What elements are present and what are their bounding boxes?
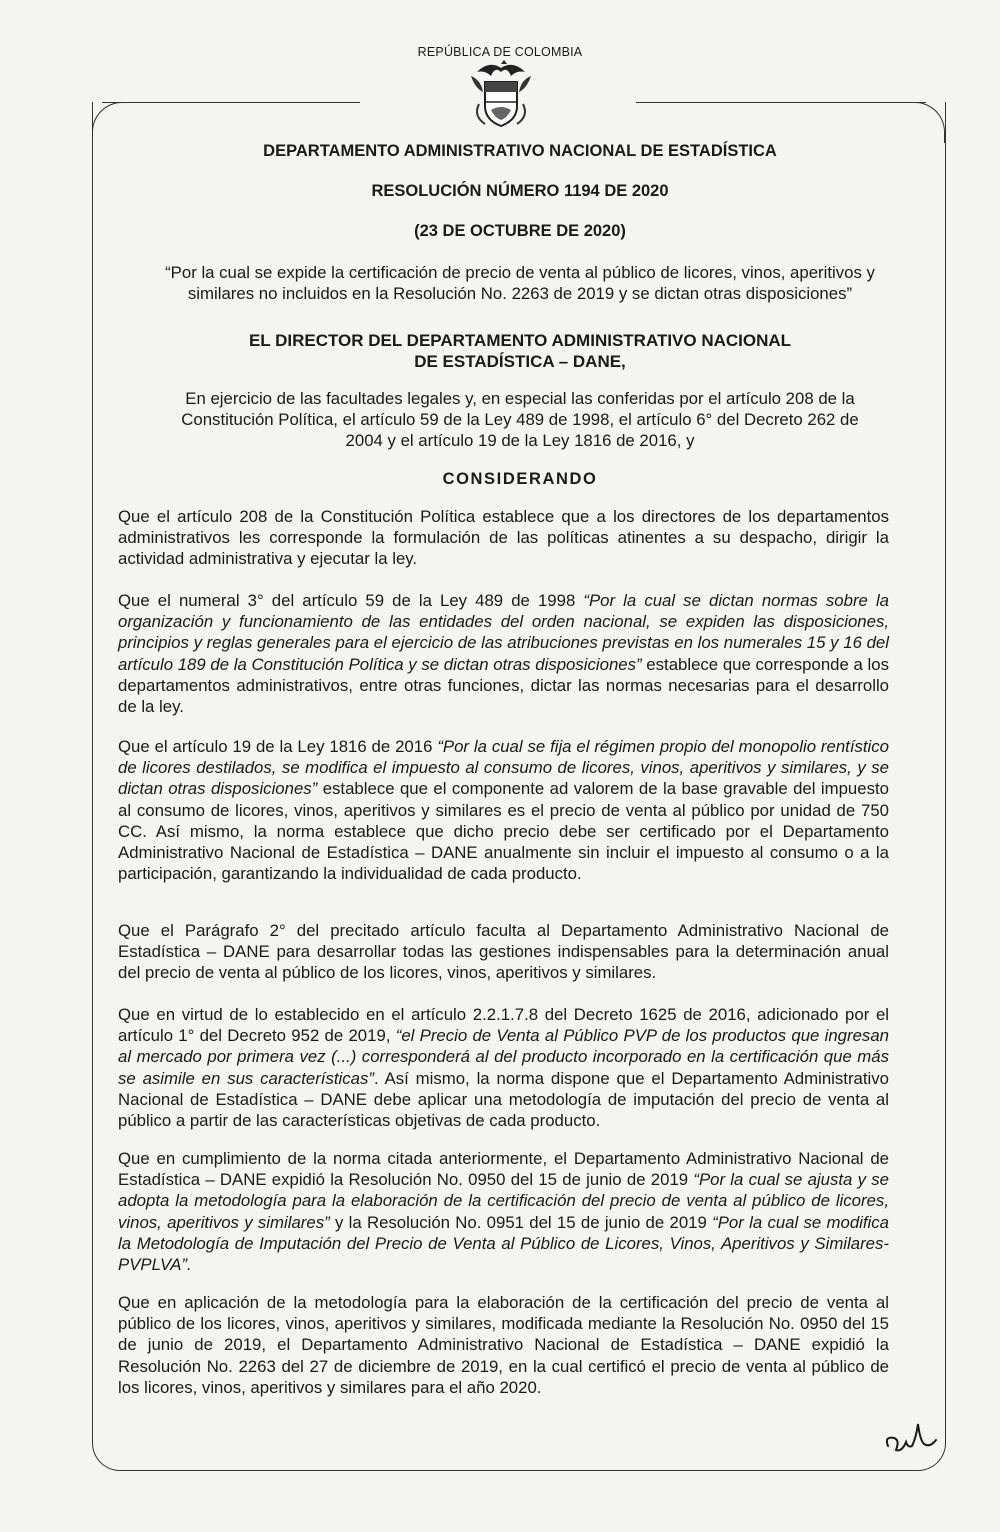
faculty-line: 2004 y el artículo 19 de la Ley 1816 de 2016, y [345,431,695,450]
paragraph-2 [118,590,889,717]
handwritten-initials [880,1418,950,1460]
quoted-title: “Por la cual se modifica la Metodología de Imputación del Precio de Venta al Público de Licores, Vinos, Aperitivos y Similares- PVPLVA”. [118,1212,889,1275]
paragraph-text: y la Resolución No. 0951 del 15 de junio de 2019 [329,1212,713,1232]
paragraph-6 [118,1148,889,1275]
coat-of-arms-icon [467,58,535,132]
department-title: DEPARTAMENTO ADMINISTRATIVO NACIONAL DE ESTADÍSTICA [263,142,777,160]
quoted-title: “Por la cual se ajusta y se adopta la metodología para la elaboración de la certificación del precio de venta al público de licores, vinos, aperitivos y similares” [118,1170,889,1232]
paragraph-1: Que el artículo 208 de la Constitución Política establece que a los directores de los departamentos administrativos les corresponde la formulación de las políticas atinentes a su despacho, dirigir la actividad administrativa y ejecutar la ley. [118,507,889,569]
resolution-number: RESOLUCIÓN NÚMERO 1194 DE 2020 [371,182,669,200]
director-line: EL DIRECTOR DEL DEPARTAMENTO ADMINISTRATIVO NACIONAL [248,331,792,350]
paragraph-3 [118,736,889,884]
director-heading [110,330,930,372]
director-line: DE ESTADÍSTICA – DANE, [414,352,626,371]
paragraph-text: Que en cumplimiento de la norma citada anteriormente, el Departamento Administrativo Nacional de Estadística – DANE expidió la Resolución No. 0950 del 15 de junio de 2019 [118,1149,889,1190]
paragraph-text: establece que corresponde a los departamentos administrativos, entre otras funciones, dictar las normas necesarias para el desarrollo de la ley. [118,654,889,717]
paragraph-text: . Así mismo, la norma dispone que el Departamento Administrativo Nacional de Estadística – DANE debe aplicar una metodología de imputación del precio de venta al público a partir de las características objetivas de cada producto. [118,1068,889,1131]
paragraph-text: Que el numeral 3° del artículo 59 de la Ley 489 de 1998 [118,591,584,610]
quoted-text: “el Precio de Venta al Público PVP de los productos que ingresan al mercado por primera vez (...) corresponderá al del producto incorporado en la certificación que más se asimile en sus características” [118,1026,889,1088]
paragraph-5 [118,1004,889,1131]
faculty-line: Constitución Política, el artículo 59 de la Ley 489 de 1998, el artículo 6° del Decreto 262 de [181,410,859,429]
resolution-date: (23 DE OCTUBRE DE 2020) [414,222,626,240]
quoted-title: “Por la cual se dictan normas sobre la organización y funcionamiento de las entidades del orden nacional, se expiden las disposiciones, principios y reglas generales para el ejercicio de las atribuciones previstas en los numerales 15 y 16 del artículo 189 de la Constitución Política y se dictan otras disposiciones” [118,591,890,674]
resolution-subject [110,262,930,304]
paragraph-text: Que el artículo 19 de la Ley 1816 de 2016 [118,737,438,756]
paragraph-text: Que en virtud de lo establecido en el artículo 2.2.1.7.8 del Decreto 1625 de 2016, adicionado por el artículo 1° del Decreto 952 de 2019, [118,1005,889,1046]
subject-line: similares no incluidos en la Resolución No. 2263 de 2019 y se dictan otras disposiciones” [187,284,853,303]
faculties-statement [110,388,930,451]
quoted-title: “Por la cual se fija el régimen propio del monopolio rentístico de licores destilados, se modifica el impuesto al consumo de licores, vinos, aperitivos y similares, y se dictan otras disposiciones” [118,737,889,799]
paragraph-4: Que el Parágrafo 2° del precitado artículo faculta al Departamento Administrativo Nacional de Estadística – DANE para desarrollar todas las gestiones indispensables para la determinación anual del precio de venta al público de los licores, vinos, aperitivos y similares. [118,921,889,983]
paragraph-7: Que en aplicación de la metodología para la elaboración de la certificación del precio de venta al público de los licores, vinos, aperitivos y similares, modificada mediante la Resolución No. 0950 del 15 de junio de 2019, el Departamento Administrativo Nacional de Estadística – DANE expidió la Resolución No. 2263 del 27 de diciembre de 2019, en la cual certificó el precio de venta al público de los licores, vinos, aperitivos y similares para el año 2020. [118,1293,889,1397]
subject-line: “Por la cual se expide la certificación de precio de venta al público de licores, vinos, aperitivos y [165,263,875,282]
country-name: REPÚBLICA DE COLOMBIA [417,45,583,59]
faculty-line: En ejercicio de las facultades legales y, en especial las conferidas por el artículo 208 de la [185,389,855,408]
paragraph-text: establece que el componente ad valorem de la base gravable del impuesto al consumo de licores, vinos, aperitivos y similares es el precio de venta al público por unidad de 750 CC. Así mismo, la norma establece que dicho precio debe ser certificado por el Departamento Administrativo Nacional de Estadística – DANE anualmente sin incluir el impuesto al consumo o a la participación, garantizando la individualidad de cada producto. [118,779,889,884]
considerando-heading: CONSIDERANDO [442,470,598,488]
